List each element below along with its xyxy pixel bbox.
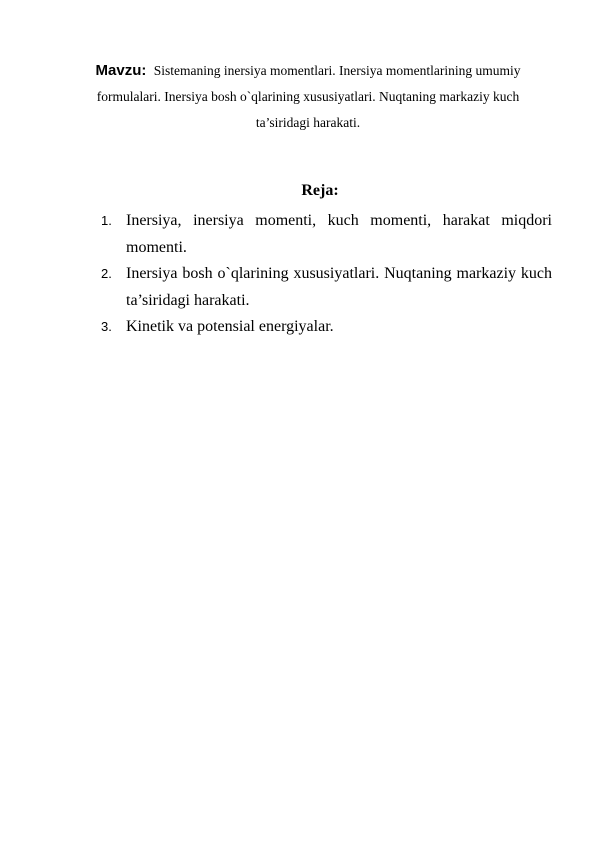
plan-item: [98, 314, 552, 341]
plan-item-number: 3.: [101, 319, 112, 334]
plan-item-text: Inersiya bosh o`qlarining xususiyatlari. Nuqtaning markaziy kuch ta’siridagi harakati.: [126, 265, 552, 309]
plan-item: [98, 208, 552, 261]
plan-item-number: 1.: [101, 213, 112, 228]
plan-item-text: Inersiya, inersiya momenti, kuch momenti, harakat miqdori momenti.: [126, 212, 552, 256]
topic-label: Mavzu:: [95, 62, 147, 79]
plan-item-number: 2.: [101, 266, 112, 281]
topic-paragraph: [70, 58, 546, 136]
plan-heading: Reja:: [301, 182, 339, 199]
plan-item-text: Kinetik va potensial energiyalar.: [126, 318, 334, 335]
plan-item: [98, 261, 552, 314]
topic-text: Sistemaning inersiya momentlari. Inersiya momentlarining umumiy formulalari. Inersiya bosh o`qlarining xususiyatlari. Nuqtaning markaziy kuch ta’siridagi harakati.: [96, 63, 521, 130]
plan-list: [98, 208, 552, 341]
